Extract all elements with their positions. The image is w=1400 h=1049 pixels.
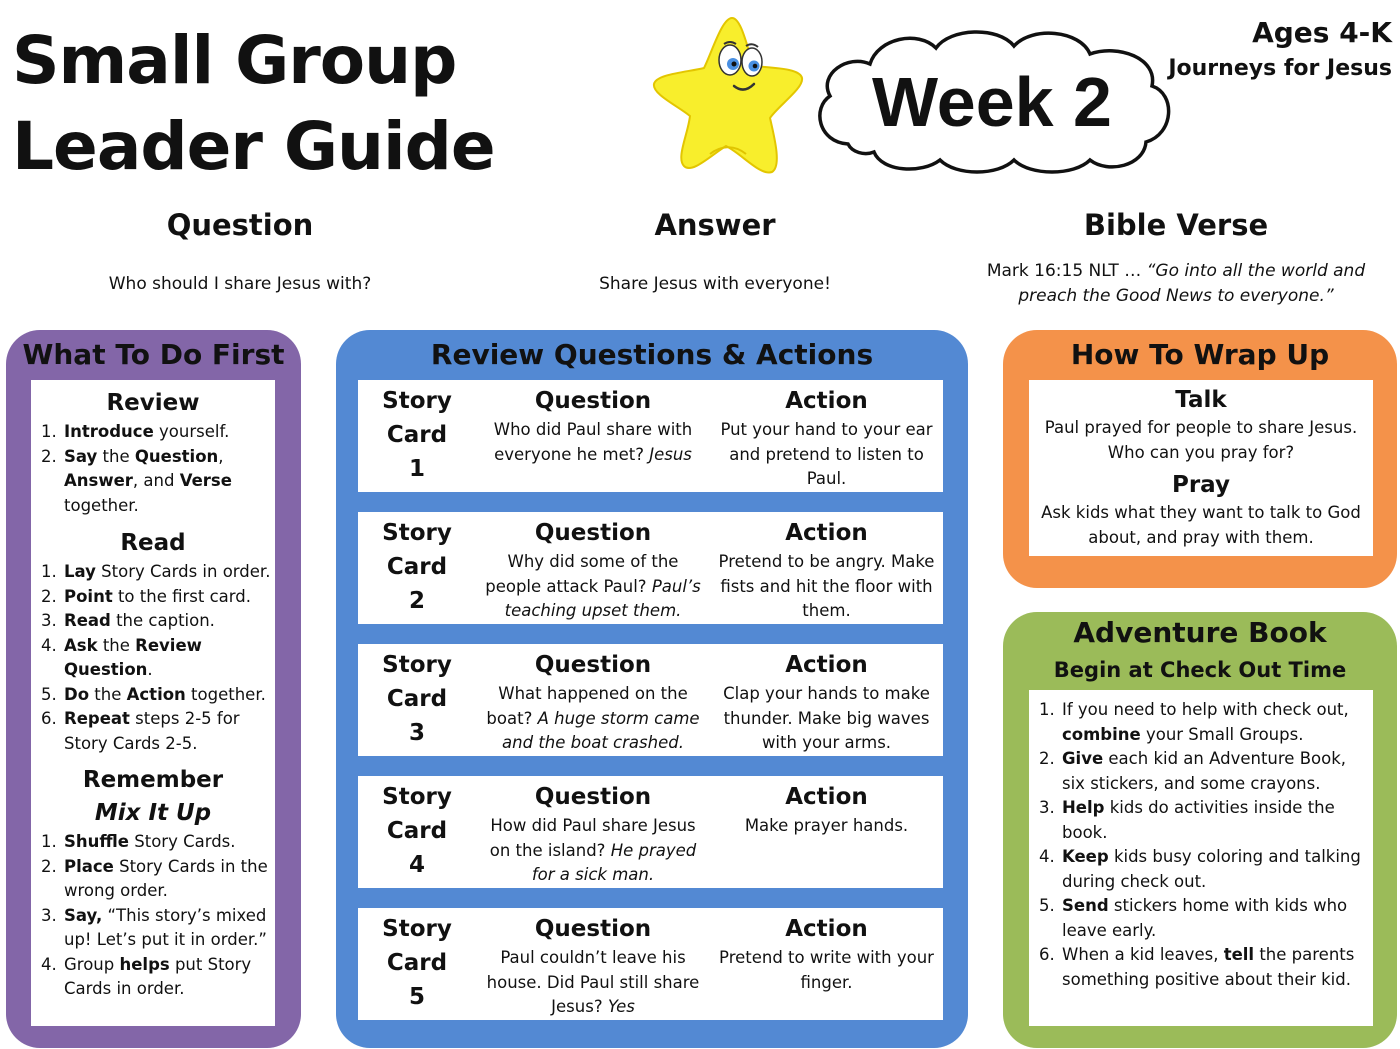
remember-list xyxy=(31,830,275,1002)
story-card-label: Story Card 3 xyxy=(358,648,476,750)
story-card-number: 2 xyxy=(408,588,425,614)
verse-reference: Mark 16:15 NLT … xyxy=(986,261,1147,281)
story-card-number: 5 xyxy=(408,984,425,1010)
list-item: 3. Read the caption. xyxy=(62,609,275,634)
talk-text: Paul prayed for people to share Jesus. Who can you pray for? xyxy=(1044,418,1358,462)
question-text: Who did Paul share with everyone he met? xyxy=(493,420,693,464)
action-text: Pretend to be angry. Make fists and hit the floor with them. xyxy=(718,552,935,620)
review-panel xyxy=(336,330,968,1048)
list-item: 1. If you need to help with check out, combine your Small Groups. xyxy=(1060,698,1373,747)
talk-section xyxy=(1029,380,1373,550)
list-item: 5. Do the Action together. xyxy=(62,683,275,708)
ages-label: Ages 4-K xyxy=(1252,16,1392,49)
list-item: 1. Introduce yourself. xyxy=(62,420,275,445)
question-text: Why did some of the people attack Paul? xyxy=(485,552,679,596)
answer-text: Yes xyxy=(607,997,635,1016)
verse-block xyxy=(958,259,1394,309)
story-card-label: Story Card 1 xyxy=(358,384,476,486)
card-action: Action Put your hand to your ear and pretend to listen to Paul. xyxy=(714,384,939,492)
card-question: Question How did Paul share Jesus on the island? He prayed for a sick man. xyxy=(489,784,697,884)
action-text: Make prayer hands. xyxy=(744,816,909,835)
action-text: Pretend to write with your finger. xyxy=(719,948,934,992)
card-action: Action Clap your hands to make thunder. Make big waves with your arms. xyxy=(714,648,939,756)
title-line-2: Leader Guide xyxy=(12,108,495,185)
story-card-label: Story Card 2 xyxy=(358,516,476,618)
card-question: Question Paul couldn’t leave his house. Did Paul still share Jesus? Yes xyxy=(486,916,700,1016)
card-question: Question What happened on the boat? A huge storm came and the boat crashed. xyxy=(486,652,700,752)
week-cloud xyxy=(808,24,1178,176)
review-heading: Review xyxy=(106,390,200,416)
list-item: 1. Shuffle Story Cards. xyxy=(62,830,275,855)
star-mascot-icon xyxy=(650,14,810,180)
card-question: Question Who did Paul share with everyone he met? Jesus xyxy=(493,388,693,464)
answer-text: A huge storm came and the boat crashed. xyxy=(502,708,700,752)
adventure-panel-title: Adventure Book xyxy=(1073,616,1327,649)
series-label: Journeys for Jesus xyxy=(1168,56,1392,81)
answer-text: He prayed for a sick man. xyxy=(531,840,697,884)
list-item: 1. Lay Story Cards in order. xyxy=(62,560,275,585)
mix-it-up-heading: Mix It Up xyxy=(94,800,212,826)
list-item: 6. When a kid leaves, tell the parents something positive about their kid. xyxy=(1060,943,1373,992)
list-item: 3. Help kids do activities inside the book. xyxy=(1060,796,1373,845)
story-card-label: Story Card 5 xyxy=(358,912,476,1014)
wrap-panel-title: How To Wrap Up xyxy=(1070,338,1330,371)
verse-quote: “Go into all the world and preach the Good News to everyone.” xyxy=(1018,261,1366,306)
list-item: 4. Group helps put Story Cards in order. xyxy=(62,953,275,1002)
story-card-row xyxy=(358,908,943,1020)
card-action: Action Make prayer hands. xyxy=(714,780,939,839)
action-text: Clap your hands to make thunder. Make big waves with your arms. xyxy=(723,684,930,752)
question-text: How did Paul share Jesus on the island? xyxy=(489,816,696,860)
list-item: 4. Ask the Review Question. xyxy=(62,634,275,683)
remember-heading: Remember xyxy=(82,767,224,793)
question-text: Who should I share Jesus with? xyxy=(108,274,372,294)
review-panel-title: Review Questions & Actions xyxy=(430,338,874,371)
page-title xyxy=(12,18,495,190)
read-heading: Read xyxy=(120,530,186,556)
question-heading: Question xyxy=(166,208,314,242)
card-action: Action Pretend to be angry. Make fists and hit the floor with them. xyxy=(714,516,939,624)
review-list xyxy=(31,420,275,518)
card-question: Question Why did some of the people attack Paul? Paul’s teaching upset them. xyxy=(485,520,701,620)
question-text: What happened on the boat? xyxy=(486,684,688,728)
story-card-label: Story Card 4 xyxy=(358,780,476,882)
first-panel xyxy=(6,330,301,1048)
wrap-panel xyxy=(1003,330,1397,588)
adventure-panel xyxy=(1003,612,1397,1048)
first-panel-content xyxy=(31,380,275,1026)
adventure-list xyxy=(1029,698,1373,992)
list-item: 2. Say the Question, Answer, and Verse together. xyxy=(62,445,275,519)
adventure-panel-content xyxy=(1029,690,1373,1026)
story-card-number: 1 xyxy=(408,456,425,482)
story-card-row xyxy=(358,776,943,888)
story-card-number: 3 xyxy=(408,720,425,746)
pray-heading: Pray xyxy=(1171,472,1230,498)
list-item: 4. Keep kids busy coloring and talking during check out. xyxy=(1060,845,1373,894)
list-item: 5. Send stickers home with kids who leave early. xyxy=(1060,894,1373,943)
title-line-1: Small Group xyxy=(12,22,457,99)
story-card-row xyxy=(358,644,943,756)
wrap-panel-content xyxy=(1029,380,1373,556)
talk-heading: Talk xyxy=(1175,387,1227,413)
answer-text: Paul’s teaching upset them. xyxy=(504,576,701,620)
list-item: 2. Place Story Cards in the wrong order. xyxy=(62,855,275,904)
verse-heading: Bible Verse xyxy=(1083,208,1269,242)
list-item: 3. Say, “This story’s mixed up! Let’s put it in order.” xyxy=(62,904,275,953)
card-action: Action Pretend to write with your finger. xyxy=(714,912,939,995)
list-item: 2. Point to the first card. xyxy=(62,585,275,610)
first-panel-title: What To Do First xyxy=(22,338,285,371)
answer-text: Jesus xyxy=(649,444,692,464)
action-text: Put your hand to your ear and pretend to listen to Paul. xyxy=(720,420,933,488)
week-label: Week 2 xyxy=(872,63,1112,141)
list-item: 2. Give each kid an Adventure Book, six stickers, and some crayons. xyxy=(1060,747,1373,796)
answer-heading: Answer xyxy=(654,208,776,242)
ages-block xyxy=(1168,16,1392,88)
story-card-number: 4 xyxy=(408,852,425,878)
pray-text: Ask kids what they want to talk to God about, and pray with them. xyxy=(1041,503,1361,547)
question-text: Paul couldn’t leave his house. Did Paul still share Jesus? xyxy=(486,948,700,1016)
answer-text: Share Jesus with everyone! xyxy=(599,274,831,294)
read-list xyxy=(31,560,275,756)
story-card-row xyxy=(358,512,943,624)
list-item: 6. Repeat steps 2-5 for Story Cards 2-5. xyxy=(62,707,275,756)
story-card-row xyxy=(358,380,943,492)
adventure-panel-subtitle: Begin at Check Out Time xyxy=(1053,658,1347,682)
